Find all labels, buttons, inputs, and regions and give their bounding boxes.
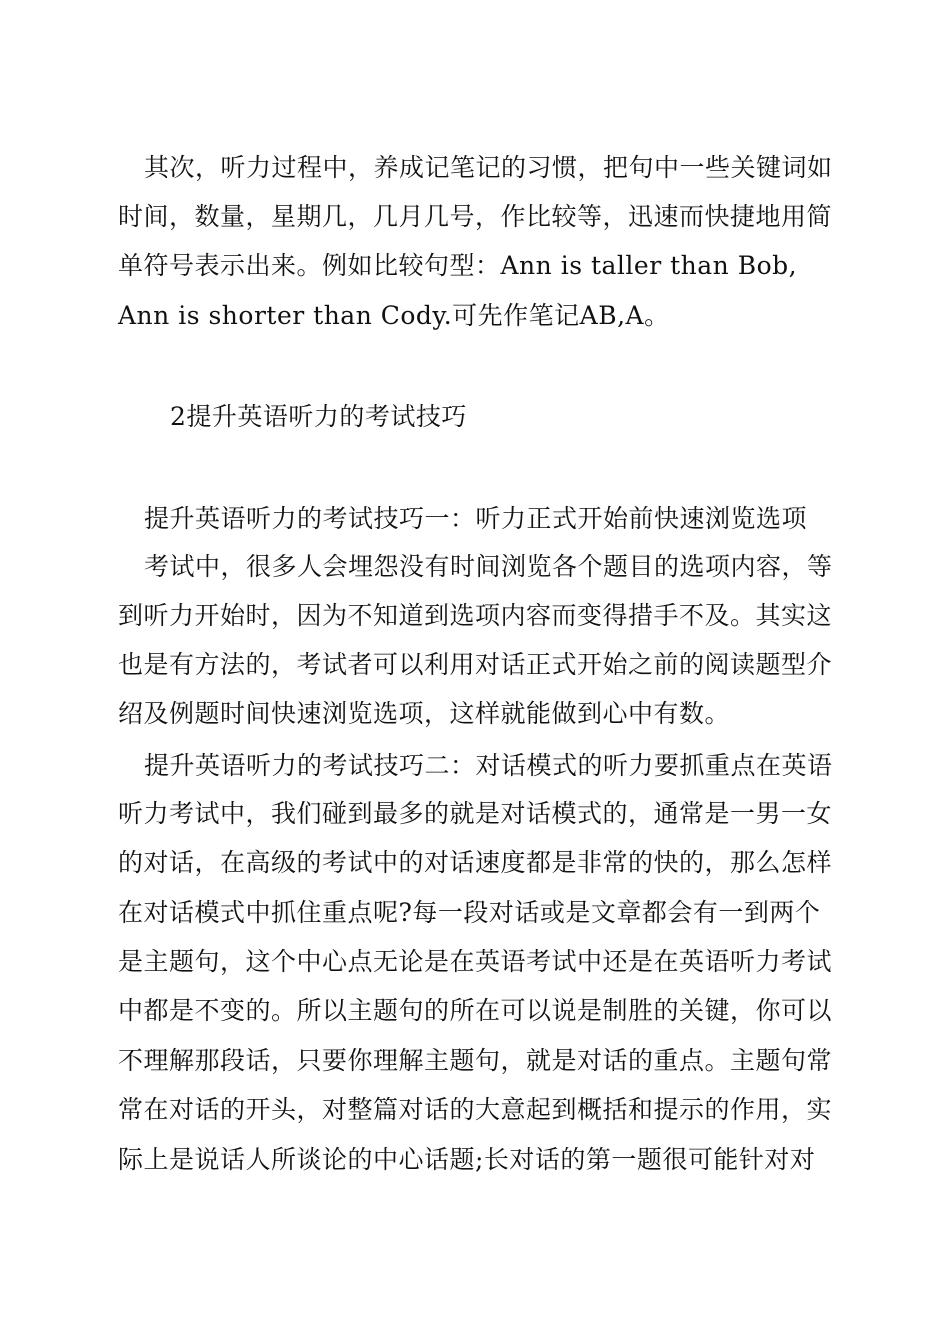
text-line: 不理解那段话，只要你理解主题句，就是对话的重点。主题句常 bbox=[118, 1046, 833, 1075]
text-line: 单符号表示出来。例如比较句型：Ann is taller than Bob, bbox=[118, 251, 798, 280]
section-heading: 2提升英语听力的考试技巧 bbox=[170, 402, 467, 431]
text-line: 其次，听力过程中，养成记笔记的习惯，把句中一些关键词如 bbox=[144, 153, 833, 182]
text-line: 常在对话的开头，对整篇对话的大意起到概括和提示的作用，实 bbox=[118, 1095, 833, 1124]
text-line: 的对话，在高级的考试中的对话速度都是非常的快的，那么怎样 bbox=[118, 848, 833, 877]
text-line: 到听力开始时，因为不知道到选项内容而变得措手不及。其实这 bbox=[118, 601, 833, 630]
text-line: 中都是不变的。所以主题句的所在可以说是制胜的关键，你可以 bbox=[118, 996, 833, 1025]
text-line: 时间，数量，星期几，几月几号，作比较等，迅速而快捷地用简 bbox=[118, 202, 833, 231]
tip-title: 提升英语听力的考试技巧一：听力正式开始前快速浏览选项 bbox=[144, 504, 808, 533]
text-line: 际上是说话人所谈论的中心话题;长对话的第一题很可能针对对 bbox=[118, 1145, 816, 1174]
text-line: 是主题句，这个中心点无论是在英语考试中还是在英语听力考试 bbox=[118, 947, 833, 976]
text-line: 听力考试中，我们碰到最多的就是对话模式的，通常是一男一女 bbox=[118, 799, 833, 828]
text-line: 提升英语听力的考试技巧二：对话模式的听力要抓重点在英语 bbox=[144, 751, 833, 780]
text-line: Ann is shorter than Cody.可先作笔记AB,A。 bbox=[118, 301, 670, 330]
text-line: 绍及例题时间快速浏览选项，这样就能做到心中有数。 bbox=[118, 699, 731, 728]
text-line: 考试中，很多人会埋怨没有时间浏览各个题目的选项内容，等 bbox=[144, 552, 833, 581]
text-line: 在对话模式中抓住重点呢?每一段对话或是文章都会有一到两个 bbox=[118, 898, 821, 927]
text-line: 也是有方法的，考试者可以利用对话正式开始之前的阅读题型介 bbox=[118, 650, 833, 679]
